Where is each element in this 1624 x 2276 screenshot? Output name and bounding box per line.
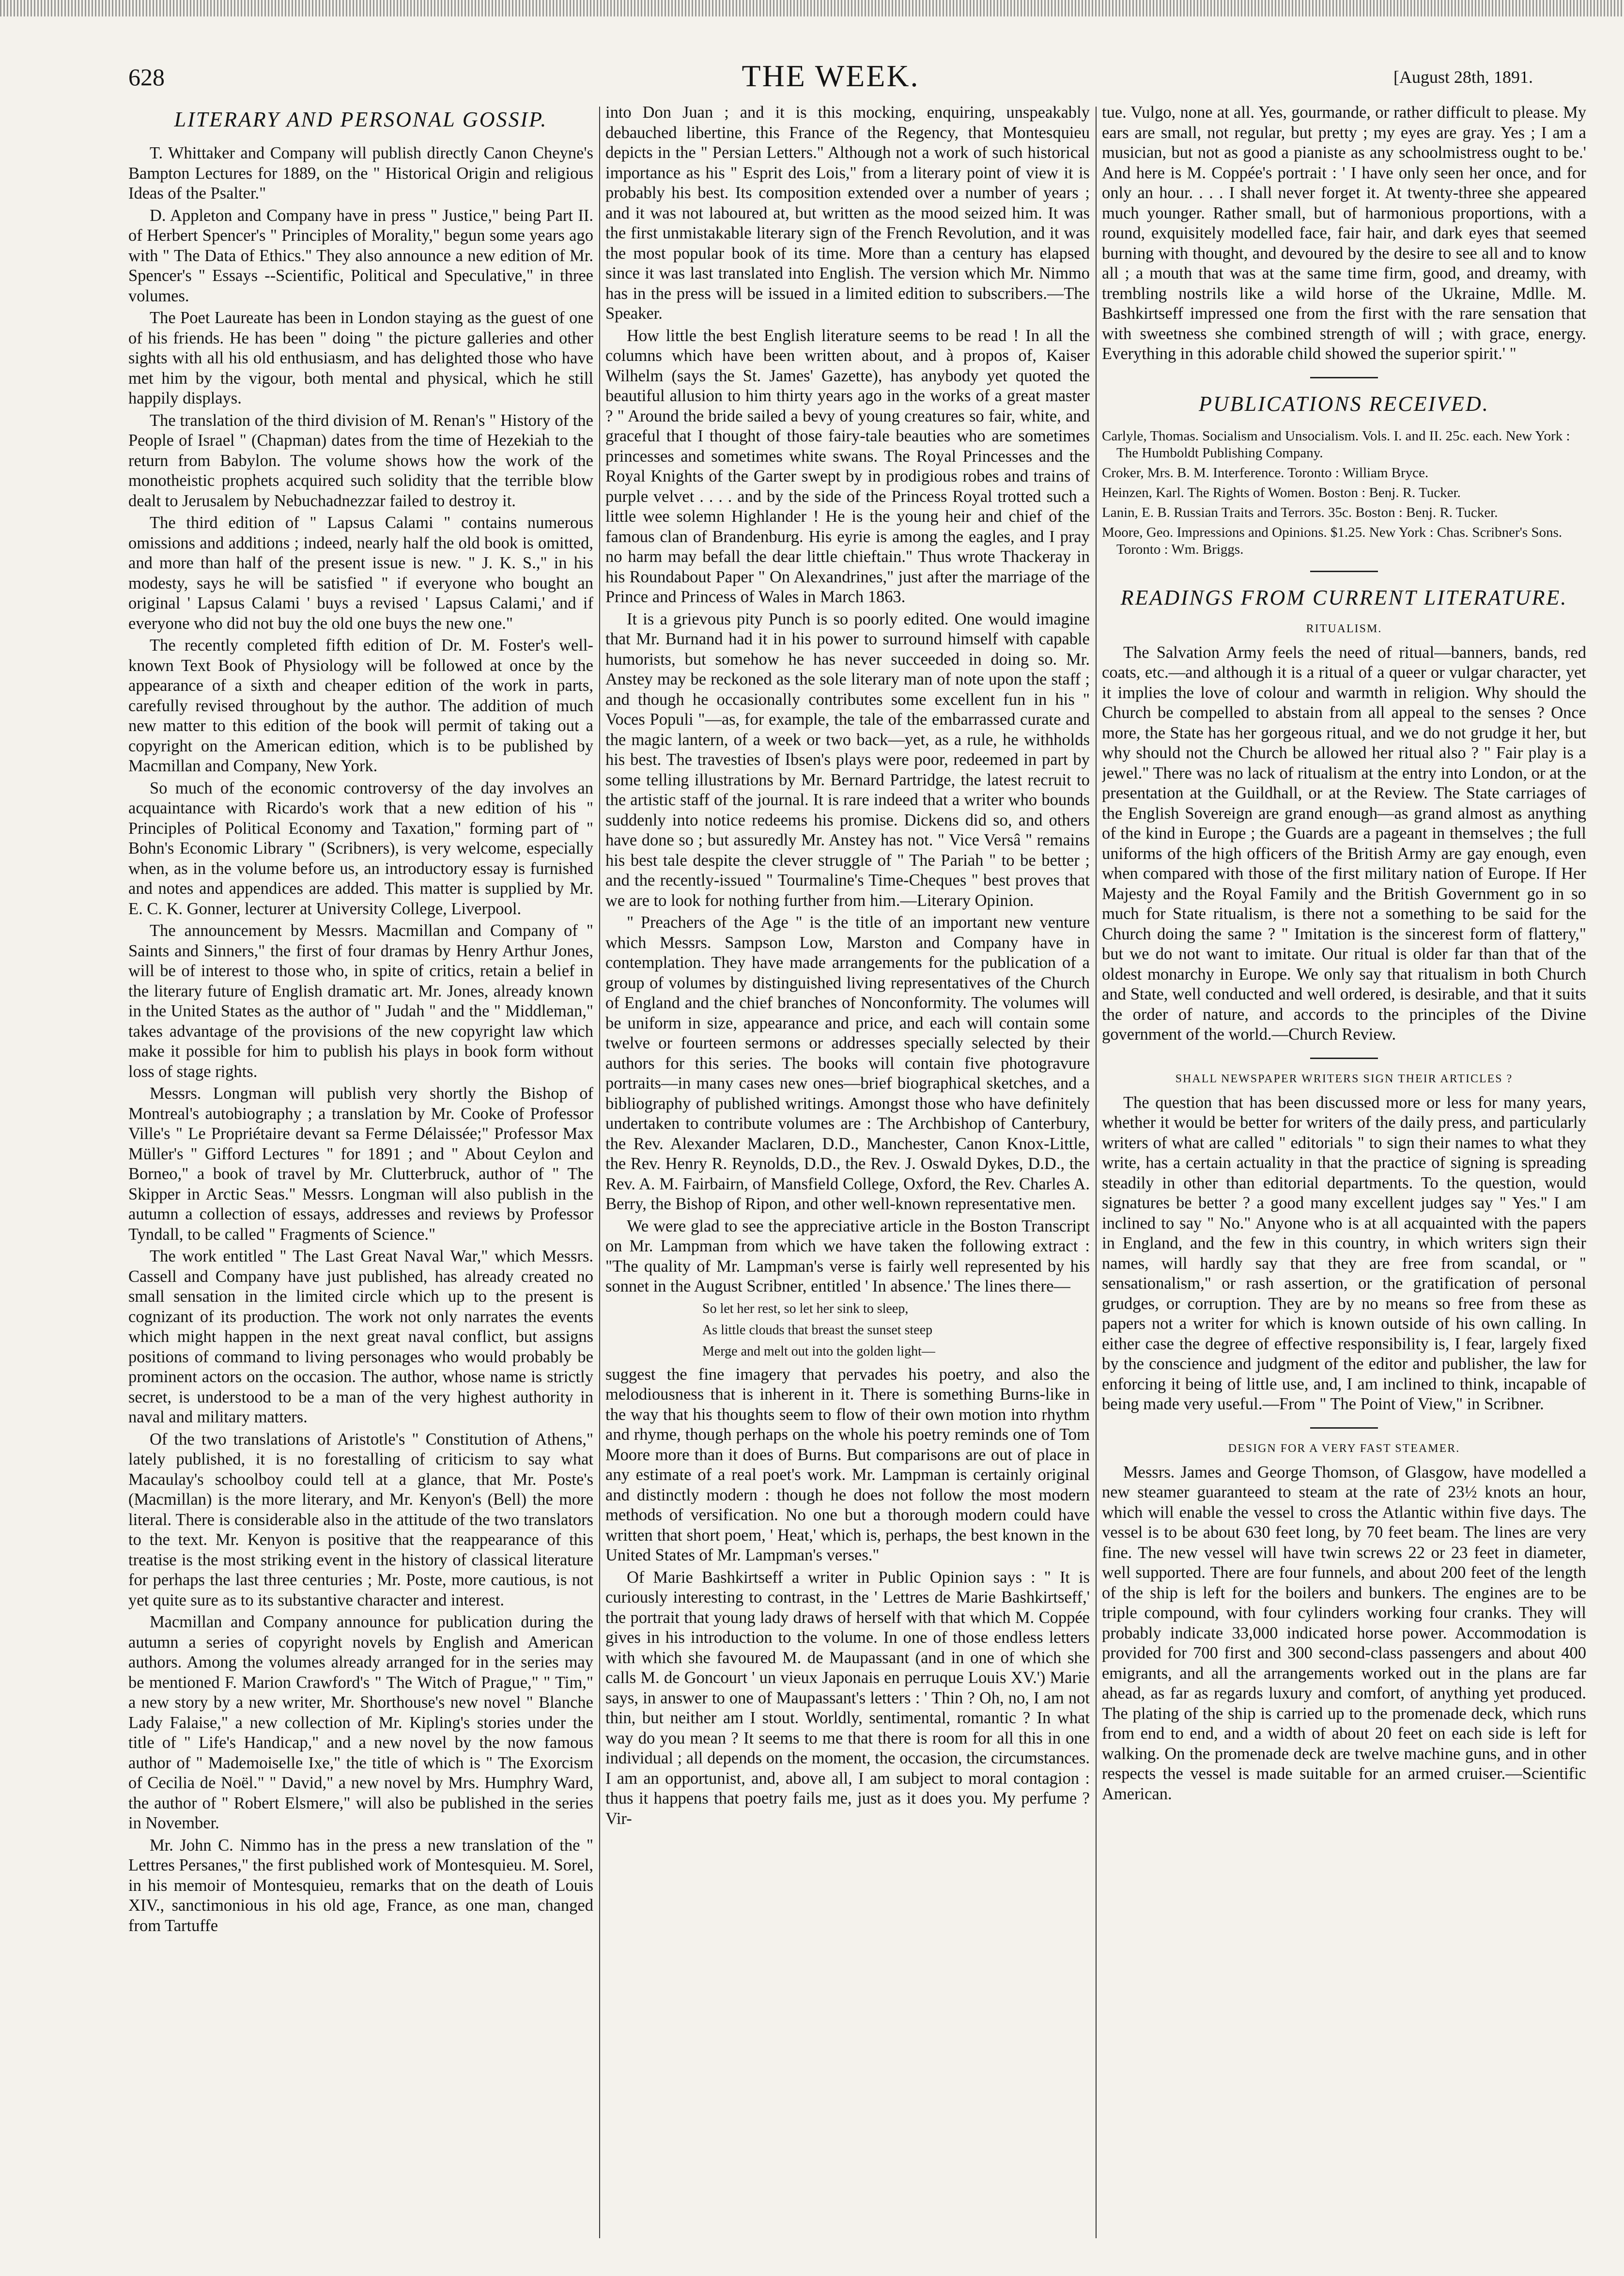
section-rule [1310,1058,1378,1059]
article-paragraph: We were glad to see the appreciative article in the Boston Transcript on Mr. Lampman from which we have taken the following extract : "The quality of Mr. Lampman's verse is fairly well represented by his sonnet in the August Scribner, entitled ' In absence.' The lines there— [605,1216,1090,1295]
column-middle [605,103,1090,2244]
article-paragraph: Of the two translations of Aristotle's " Constitution of Athens," lately published, it is no forestalling of criticism to say what Macaulay's schoolboy could tell at a glance, that Mr. Poste's (Macmillan) is the more literary, and Mr. Kenyon's (Bell) the more literal. There is considerable also in the attitude of the two translators to the text. Mr. Kenyon is positive that the reappearance of this treatise is the most striking event in the history of classical literature for perhaps the last three centuries ; Mr. Poste, more cautious, is not yet quite sure as to its substantive character and interest. [128,1430,593,1609]
article-paragraph: The recently completed fifth edition of Dr. M. Foster's well-known Text Book of Physiology will be followed at once by the appearance of a sixth and cheaper edition of the work in parts, carefully revised throughout by the author. The addition of much new matter to this edition of the book will permit of taking out a copyright on the American edition, which is to be published by Macmillan and Company, New York. [128,636,593,775]
issue-date: [August 28th, 1891. [1393,67,1533,87]
article-paragraph: The question that has been discussed more or less for many years, whether it would be better for writers of the daily press, and particularly writers of what are called " editorials " to sign their names to what they write, has a certain actuality in that the practice of signing is spreading steadily in other than editorial departments. To the question, would signatures be better ? a good many excellent judges say " Yes." I am inclined to say " No." Anyone who is at all acquainted with the papers in England, and the few in this country, in which writers sign their names, will hardly say that they are free from scandal, or " sensationalism," or rash assertion, or the gratification of personal grudges, or corruption. They are by no means so free from these as papers not a writer for which is known outside of his own calling. In either case the degree of effective responsibility is, I fear, largely fixed by the conscience and judgment of the editor and publisher, the law for enforcing it being of little use, and, I am inclined to think, incapable of being made very useful.—From " The Point of View," in Scribner. [1102,1093,1586,1413]
publication-entry: Heinzen, Karl. The Rights of Women. Boston : Benj. R. Tucker. [1102,484,1461,500]
verse-line: So let her rest, so let her sink to sleep, [702,1301,909,1316]
top-border-rule [0,0,1624,16]
article-paragraph: The third edition of " Lapsus Calami " contains numerous omissions and additions ; indeed, nearly half the old book is omitted, and more than half of the present issue is new. " J. K. S.," in his modesty, says he will be satisfied " if everyone who bought an original ' Lapsus Calami ' buys a revised ' Lapsus Calami,' and if everyone who did not buy the old one buys the new one." [128,514,593,633]
article-paragraph: The Salvation Army feels the need of ritual—banners, bands, red coats, etc.—and although it is a ritual of a queer or vulgar character, yet it implies the love of colour and warmth in religion. Why should the Church be compelled to abstain from all appeal to the senses ? Once more, the State has her gorgeous ritual, and we do not grudge it her, but why should not the Church be allowed her ritual also ? " Fair play is a jewel." There was no lack of ritualism at the entry into London, or at the presentation at the Guildhall, or at the Review. The State carriages of the English Sovereign are grand enough—as grand almost as anything of the kind in Europe ; the Guards are a pageant in themselves ; the full uniforms of the high officers of the British Army are gay enough, even when compared with those of the first military nation of Europe. If Her Majesty and the Royal Family and the British Government go in so much for State ritualism, is there not a something to be said for the Church doing the same ? " Imitation is the sincerest form of flattery," but we do not want to imitate. Our ritual is older far than that of the oldest monarchy in Europe. We only say that ritualism in both Church and State, well conducted and well ordered, is desirable, and that it suits the order of nature, and accords to the principles of the Divine government of the world.—Church Review. [1102,643,1586,1044]
article-paragraph: Of Marie Bashkirtseff a writer in Public Opinion says : " It is curiously interesting to contrast, in the ' Lettres de Marie Bashkirtseff,' the portrait that young lady draws of herself with that which M. Coppée gives in his introduction to the volume. In one of those endless letters with which she favoured M. de Maupassant (and in one of which she calls M. de Goncourt ' un vieux Japonais en perruque Louis XV.') Marie says, in answer to one of Maupassant's letters : ' Thin ? Oh, no, I am not thin, but neither am I stout. Worldly, sentimental, romantic ? In what way do you mean ? It seems to me that there is room for all this in one individual ; all depends on the moment, the occasion, the circumstances. I am an opportunist, and, above all, I am subject to moral contagion : thus it happens that poetry fails me, just as it does you. My perfume ? Vir- [605,1568,1090,1828]
page-number: 628 [128,63,165,91]
page-header [128,58,1533,102]
verse-line: Merge and melt out into the golden light— [702,1343,935,1359]
section-heading-publications: PUBLICATIONS RECEIVED. [1199,391,1489,416]
publication-entry: Carlyle, Thomas. Socialism and Unsocialism. Vols. I. and II. 25c. each. New York : The Humboldt Publishing Company. [1102,428,1570,461]
article-title-steamer: DESIGN FOR A VERY FAST STEAMER. [1228,1442,1460,1455]
article-paragraph: " Preachers of the Age " is the title of an important new venture which Messrs. Sampson Low, Marston and Company have in contemplation. They have made arrangements for the publication of a group of volumes by distinguished living representatives of the Church of England and the chief branches of Nonconformity. The volumes will be uniform in size, appearance and price, and each will contain some twelve or fourteen sermons or addresses specially selected by their authors for this series. The books will contain five photogravure portraits—in many cases new ones—brief biographical sketches, and a bibliography of published writings. Amongst those who have definitely undertaken to contribute volumes are : The Archbishop of Canterbury, the Rev. Alexander Maclaren, D.D., Manchester, Canon Knox-Little, the Rev. Henry R. Reynolds, D.D., the Rev. J. Oswald Dykes, D.D., the Rev. A. M. Fairbairn, of Mansfield College, Oxford, the Rev. Charles A. Berry, the Bishop of Ripon, and other well-known representative men. [605,913,1090,1213]
article-paragraph: The Poet Laureate has been in London staying as the guest of one of his friends. He has been " doing " the picture galleries and other sights with all his old enthusiasm, and has delighted those who have met him by the vigour, both mental and physical, which he still happily displays. [128,309,593,407]
article-paragraph: It is a grievous pity Punch is so poorly edited. One would imagine that Mr. Burnand had it in his power to surround himself with capable humorists, but somehow he has never succeeded in doing so. Mr. Anstey may be reckoned as the sole literary man of note upon the staff ; and though he occasionally contributes some excellent fun in his " Voces Populi "—as, for example, the tale of the embarrassed curate and the magic lantern, of a week or two back—yet, as a rule, he withholds his best. The travesties of Ibsen's plays were poor, redeemed in part by some telling illustrations by Mr. Bernard Partridge, the latest recruit to the artistic staff of the journal. It is rare indeed that a writer who bounds suddenly into notice redeems his promise. Dickens did so, and others have done so ; but assuredly Mr. Anstey has not. " Vice Versâ " remains his best tale despite the clever struggle of " The Pariah " to be better ; and the recently-issued " Tourmaline's Time-Cheques " best proves that we are to look for nothing further from him.—Literary Opinion. [605,609,1090,910]
verse-line: As little clouds that breast the sunset steep [702,1322,933,1338]
article-paragraph: D. Appleton and Company have in press " Justice," being Part II. of Herbert Spencer's " Principles of Morality," begun some years ago with " The Data of Ethics." They also announce a new edition of Mr. Spencer's " Essays --Scientific, Political and Speculative," in three volumes. [128,206,593,305]
article-title-newspaper: SHALL NEWSPAPER WRITERS SIGN THEIR ARTICLES ? [1175,1072,1513,1085]
article-title-ritualism: RITUALISM. [1306,622,1382,635]
article-paragraph: The work entitled " The Last Great Naval War," which Messrs. Cassell and Company have just published, has already created no small sensation in the limited circle which up to the present is cognizant of its production. The work not only narrates the events which might happen in the next great naval conflict, but assigns positions of command to living personages who would probably be prominent actors on the occasion. The author, whose name is strictly secret, is understood to be a man of the very highest authority in naval and military matters. [128,1247,593,1426]
publication-entry: Lanin, E. B. Russian Traits and Terrors. 35c. Boston : Benj. R. Tucker. [1102,504,1498,520]
column-right [1102,103,1586,2244]
publication-entry: Moore, Geo. Impressions and Opinions. $1.25. New York : Chas. Scribner's Sons. Toronto : Wm. Briggs. [1102,524,1562,557]
article-paragraph: Messrs. Longman will publish very shortly the Bishop of Montreal's autobiography ; a translation by Mr. Cooke of Professor Ville's " Le Propriétaire devant sa Ferme Délaissée;" Professor Max Müller's " Gifford Lectures " for 1891 ; and " About Ceylon and Borneo," a book of travel by Mr. Clutterbruck, author of " The Skipper in Arctic Seas." Messrs. Longman will also publish in the autumn a collection of essays, addresses and reviews by Professor Tyndall, to be called " Fragments of Science." [128,1084,593,1244]
article-paragraph: The announcement by Messrs. Macmillan and Company of " Saints and Sinners," the first of four dramas by Henry Arthur Jones, will be of interest to those who, in spite of critics, retain a belief in the literary future of English dramatic art. Mr. Jones, already known in the United States as the author of " Judah " and the " Middleman," takes advantage of the provisions of the new copyright law which make it possible for him to publish his plays in book form without loss of stage rights. [128,921,593,1081]
article-paragraph: Messrs. James and George Thomson, of Glasgow, have modelled a new steamer guaranteed to steam at the rate of 23½ knots an hour, which will enable the vessel to cross the Atlantic within five days. The vessel is to be about 630 feet long, by 70 feet beam. The lines are very fine. The new vessel will have twin screws 22 or 23 feet in diameter, well supported. There are four funnels, and about 200 feet of the length of the ship is left for the boilers and bunkers. The engines are to be triple compound, with four cylinders working four cranks. They will probably indicate 33,000 indicated horse power. Accommodation is provided for 700 first and 300 second-class passengers and about 400 emigrants, and all the arrangements worked out in the plans are far ahead, as far as regards luxury and comfort, of anything yet produced. The plating of the ship is carried up to the promenade deck, which runs from end to end, and a width of about 20 feet on each side is left for walking. On the promenade deck are twelve machine guns, and in other respects the vessel is made suitable for an armed cruiser.—Scientific American. [1102,1463,1586,1803]
article-paragraph: suggest the fine imagery that pervades his poetry, and also the melodiousness that is inherent in it. There is something Burns-like in the way that his thoughts seem to flow of their own motion into rhythm and rhyme, though perhaps on the whole his poetry reminds one of Tom Moore more than it does of Burns. But comparisons are out of place in any estimate of a real poet's work. Mr. Lampman is certainly original and distinctly modern : though he does not follow the most modern methods of versification. No one but a thorough modern could have written that short poem, ' Heat,' which is, perhaps, the best known in the United States of Mr. Lampman's verses." [605,1365,1090,1564]
article-paragraph: into Don Juan ; and it is this mocking, enquiring, unspeakably debauched libertine, this France of the Regency, that Montesquieu depicts in the " Persian Letters." Although not a work of such historical importance as his " Esprit des Lois," from a literary point of view it is probably his best. Its composition extended over a number of years ; and it was not laboured at, but written as the mood seized him. It was the first unmistakable literary sign of the French Revolution, and it was the most popular book of its time. More than a century has elapsed since it was last translated into English. The version which Mr. Nimmo has in the press will be issued in a limited edition to subscribers.—The Speaker. [605,103,1090,323]
section-heading-readings: READINGS FROM CURRENT LITERATURE. [1120,585,1568,609]
column-divider [1096,107,1097,2238]
publication-entry: Croker, Mrs. B. M. Interference. Toronto : William Bryce. [1102,465,1429,481]
journal-title: THE WEEK. [742,59,920,93]
article-paragraph: Macmillan and Company announce for publication during the autumn a series of copyright novels by English and American authors. Among the volumes already arranged for in the series may be mentioned F. Marion Crawford's " The Witch of Prague," " Tim," a new story by a new writer, Mr. Shorthouse's new novel " Blanche Lady Falaise," a new collection of Mr. Kipling's stories under the title of " Life's Handicap," and a new novel by the now famous author of " Mademoiselle Ixe," the title of which is " The Exorcism of Cecilia de Noël." " David," a new novel by Mrs. Humphry Ward, the author of " Robert Elsmere," will also be published in the series in November. [128,1613,593,1832]
section-rule [1310,377,1378,378]
article-paragraph: So much of the economic controversy of the day involves an acquaintance with Ricardo's work that a new edition of his " Principles of Political Economy and Taxation," forming part of " Bohn's Economic Library " (Scribners), is very welcome, especially when, as in the volume before us, an introductory essay is furnished and notes and appendices are added. This matter is supplied by Mr. E. C. K. Gonner, lecturer at University College, Liverpool. [128,779,593,918]
column-divider [599,107,600,2238]
article-paragraph: tue. Vulgo, none at all. Yes, gourmande, or rather difficult to please. My ears are small, not regular, but pretty ; my eyes are gray. Yes ; I am a musician, but not as good a pianiste as any schoolmistress ought to be.' And here is M. Coppée's portrait : ' I have only seen her once, and for only an hour. . . . I shall never forget it. At twenty-three she appeared much younger. Rather small, but of harmonious proportions, with a round, exquisitely modelled face, fair hair, and dark eyes that seemed burning with thought, and devoured by the desire to see all and to know all ; a mouth that was at the same time firm, good, and dreamy, with trembling nostrils like a wild horse of the Ukraine, Mdlle. M. Bashkirtseff impressed one from the first with the rare sensation that with sweetness she combined strength of will ; with grace, energy. Everything in this adorable child showed the superior spirit.' " [1102,103,1586,363]
section-rule [1310,571,1378,572]
article-paragraph: The translation of the third division of M. Renan's " History of the People of Israel " (Chapman) dates from the time of Hezekiah to the return from Babylon. The volume shows how the work of the monotheistic prophets acquired such solidity that the terrible blow dealt to Jerusalem by Nebuchadnezzar failed to destroy it. [128,411,593,510]
section-rule [1310,1427,1378,1429]
column-left [128,103,593,2244]
article-paragraph: T. Whittaker and Company will publish directly Canon Cheyne's Bampton Lectures for 1889, on the " Historical Origin and religious Ideas of the Psalter." [128,144,593,203]
quoted-verse [605,1301,1090,1360]
article-paragraph: How little the best English literature seems to be read ! In all the columns which have been written about, and à propos of, Kaiser Wilhelm (says the St. James' Gazette), has anybody yet quoted the beautiful allusion to him thirty years ago in the works of a great master ? " Around the bride sailed a bevy of young creatures so fair, white, and graceful that I thought of those fairy-tale beauties who are sometimes princesses and sometimes white swans. The Royal Princesses and the Royal Knights of the Garter swept by in prodigious robes and trains of purple velvet . . . . and by the side of the Princess Royal trotted such a little wee solemn Highlander ! He is the young heir and chief of the famous clan of Brandenburg. His eyrie is among the eagles, and I pray no harm may befall the dear little chieftain." Thus wrote Thackeray in his Roundabout Paper " On Alexandrines," just after the marriage of the Prince and Princess of Wales in March 1863. [605,326,1090,606]
article-paragraph: Mr. John C. Nimmo has in the press a new translation of the " Lettres Persanes," the first published work of Montesquieu. M. Sorel, in his memoir of Montesquieu, remarks that on the death of Louis XIV., sanctimonious in his old age, France, as one man, changed from Tartuffe [128,1836,593,1935]
section-heading-gossip: LITERARY AND PERSONAL GOSSIP. [174,108,548,131]
